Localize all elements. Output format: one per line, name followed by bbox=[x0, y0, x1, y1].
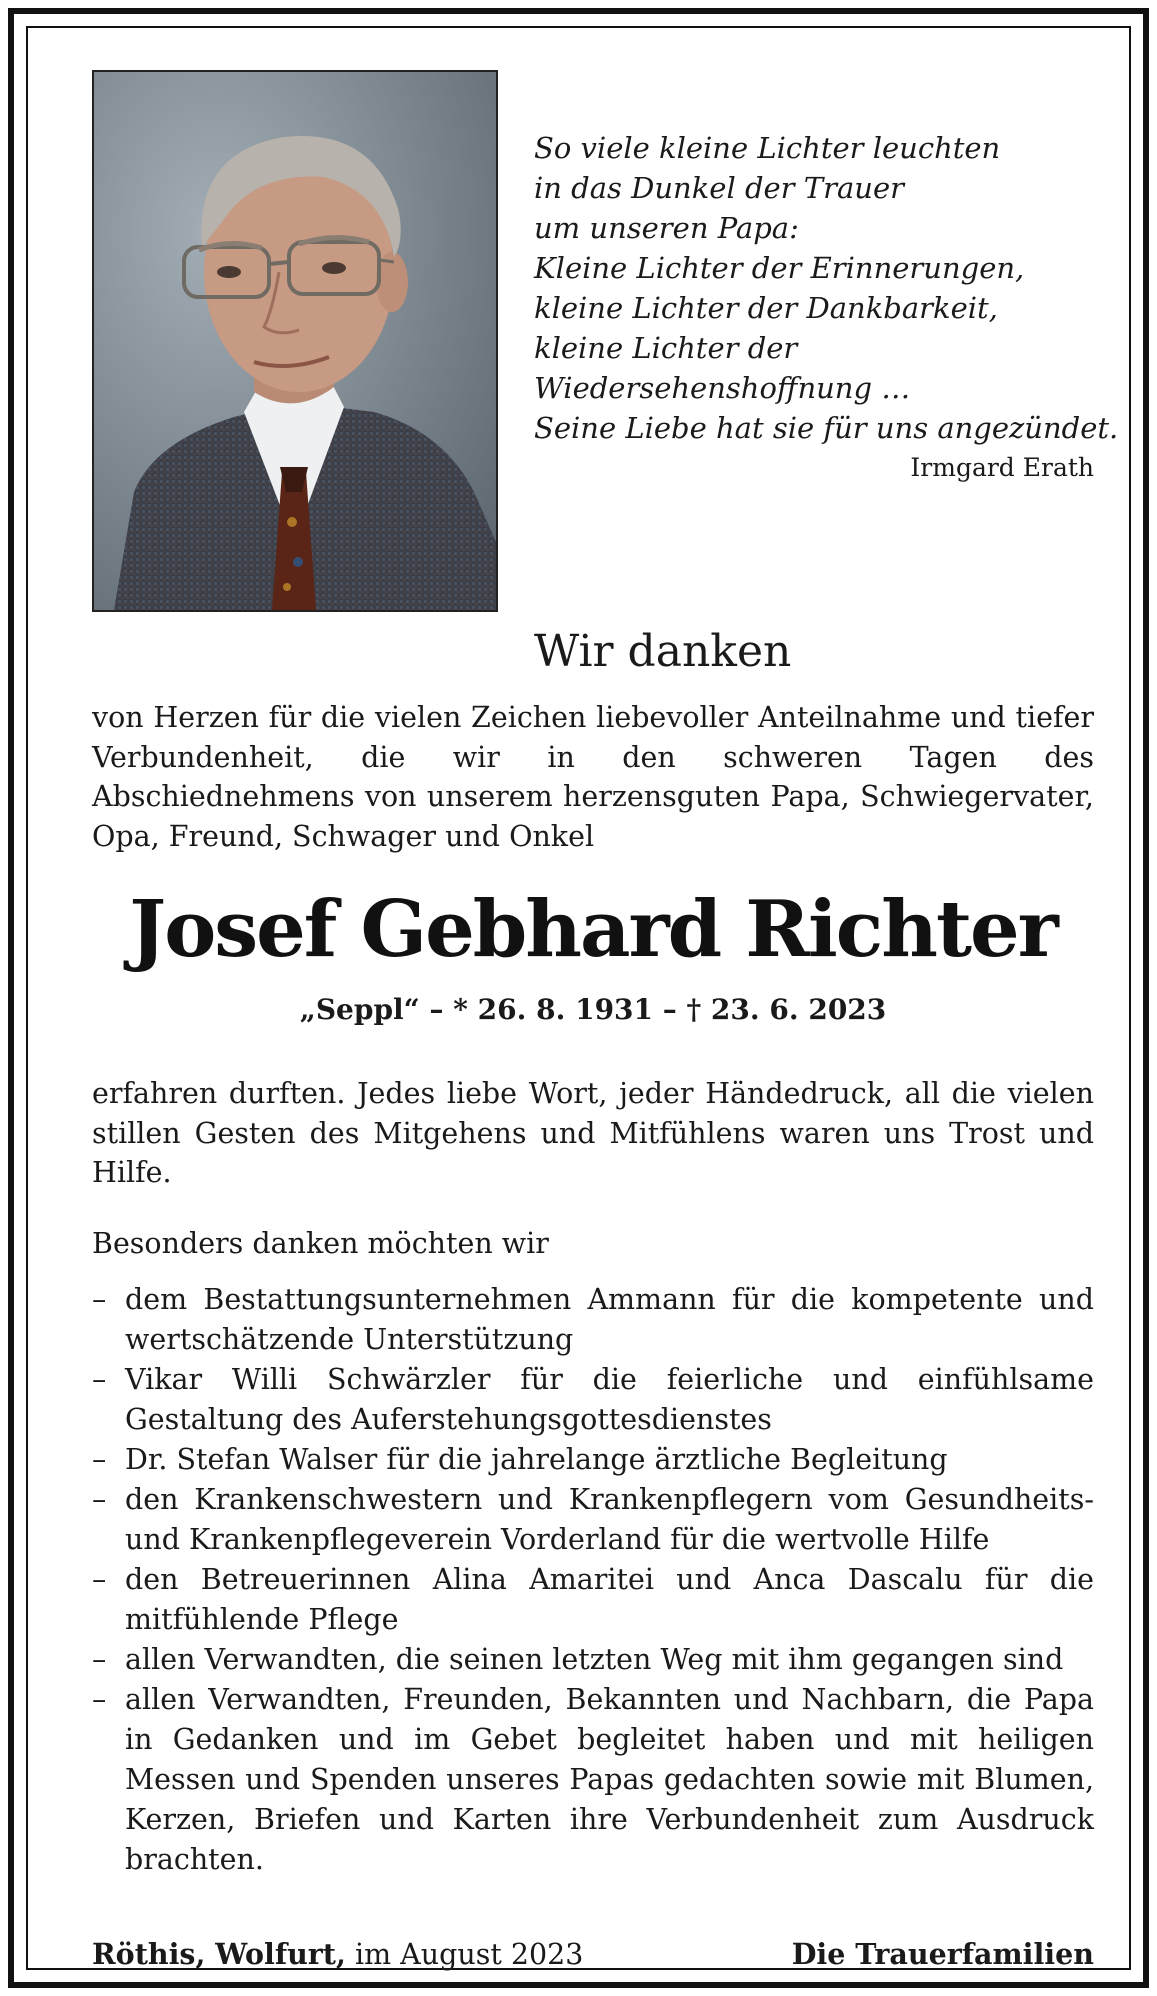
poem-line: kleine Lichter der bbox=[534, 331, 798, 365]
dash-bullet: – bbox=[92, 1643, 107, 1676]
list-item bbox=[92, 1440, 1094, 1480]
portrait-photo bbox=[92, 70, 498, 612]
poem-line: um unseren Papa: bbox=[534, 211, 799, 245]
list-item-text: Vikar Willi Schwärzler für die feierliche und einfühlsame Gestaltung des Auferstehungsgottesdienstes bbox=[125, 1363, 1094, 1436]
portrait-illustration bbox=[94, 72, 496, 610]
footer-place-date bbox=[92, 1934, 583, 1975]
list-item bbox=[92, 1680, 1094, 1880]
footer-places: Röthis, Wolfurt, bbox=[92, 1937, 346, 1971]
list-item-text: Dr. Stefan Walser für die jahrelange ärztliche Begleitung bbox=[125, 1443, 948, 1476]
list-item bbox=[92, 1480, 1094, 1560]
thanks-intro: Besonders danken möchten wir bbox=[92, 1227, 549, 1260]
dash-bullet: – bbox=[92, 1563, 107, 1596]
list-item-text: den Krankenschwestern und Krankenpflegern vom Gesundheits- und Krankenpflegeverein Vorderland für die wertvolle Hilfe bbox=[125, 1483, 1094, 1556]
list-item bbox=[92, 1360, 1094, 1440]
intro-paragraph: von Herzen für die vielen Zeichen liebevoller Anteilnahme und tiefer Verbundenheit, die wir in den schweren Tagen des Abschiednehmens von unserem herzensguten Papa, Schwiegervater, Opa, Freund, Schwager und Onkel bbox=[92, 701, 1094, 853]
footer-date: im August 2023 bbox=[354, 1938, 584, 1971]
dash-bullet: – bbox=[92, 1283, 107, 1316]
dash-bullet: – bbox=[92, 1363, 107, 1396]
list-item bbox=[92, 1280, 1094, 1360]
poem-line: in das Dunkel der Trauer bbox=[534, 171, 904, 205]
deceased-name: Josef Gebhard Richter bbox=[129, 884, 1057, 975]
thanks-list bbox=[92, 1280, 1094, 1880]
poem-author: Irmgard Erath bbox=[910, 453, 1094, 482]
obituary-frame bbox=[8, 8, 1149, 1988]
dash-bullet: – bbox=[92, 1683, 107, 1716]
list-item-text: den Betreuerinnen Alina Amaritei und Anca Dascalu für die mitfühlende Pflege bbox=[125, 1563, 1094, 1636]
list-item bbox=[92, 1560, 1094, 1640]
poem-line: Wiedersehenshoffnung … bbox=[534, 371, 911, 405]
poem-line: kleine Lichter der Dankbarkeit, bbox=[534, 291, 998, 325]
poem bbox=[534, 128, 1119, 488]
poem-line: Kleine Lichter der Erinnerungen, bbox=[534, 251, 1025, 285]
middle-paragraph: erfahren durften. Jedes liebe Wort, jeder Händedruck, all die vielen stillen Gesten des Mitgehens und Mitfühlens waren uns Trost und Hilfe. bbox=[92, 1077, 1094, 1189]
list-item-text: allen Verwandten, Freunden, Bekannten und Nachbarn, die Papa in Gedanken und im Gebet begleitet haben und mit heiligen Messen und Spenden unseres Papas gedachten sowie mit Blumen, Kerzen, Briefen und Karten ihre Verbundenheit zum Ausdruck brachten. bbox=[125, 1683, 1094, 1876]
dash-bullet: – bbox=[92, 1443, 107, 1476]
poem-line: So viele kleine Lichter leuchten bbox=[534, 131, 1001, 165]
list-item-text: dem Bestattungsunternehmen Ammann für die kompetente und wertschätzende Unterstützung bbox=[125, 1283, 1094, 1356]
deceased-dates: „Seppl“ – * 26. 8. 1931 – † 23. 6. 2023 bbox=[299, 993, 887, 1026]
list-item bbox=[92, 1640, 1094, 1680]
dash-bullet: – bbox=[92, 1483, 107, 1516]
poem-line: Seine Liebe hat sie für uns angezündet. bbox=[534, 411, 1119, 445]
thanks-heading: Wir danken bbox=[534, 626, 792, 677]
list-item-text: allen Verwandten, die seinen letzten Weg mit ihm gegangen sind bbox=[125, 1643, 1064, 1676]
footer-signature: Die Trauerfamilien bbox=[791, 1937, 1094, 1971]
